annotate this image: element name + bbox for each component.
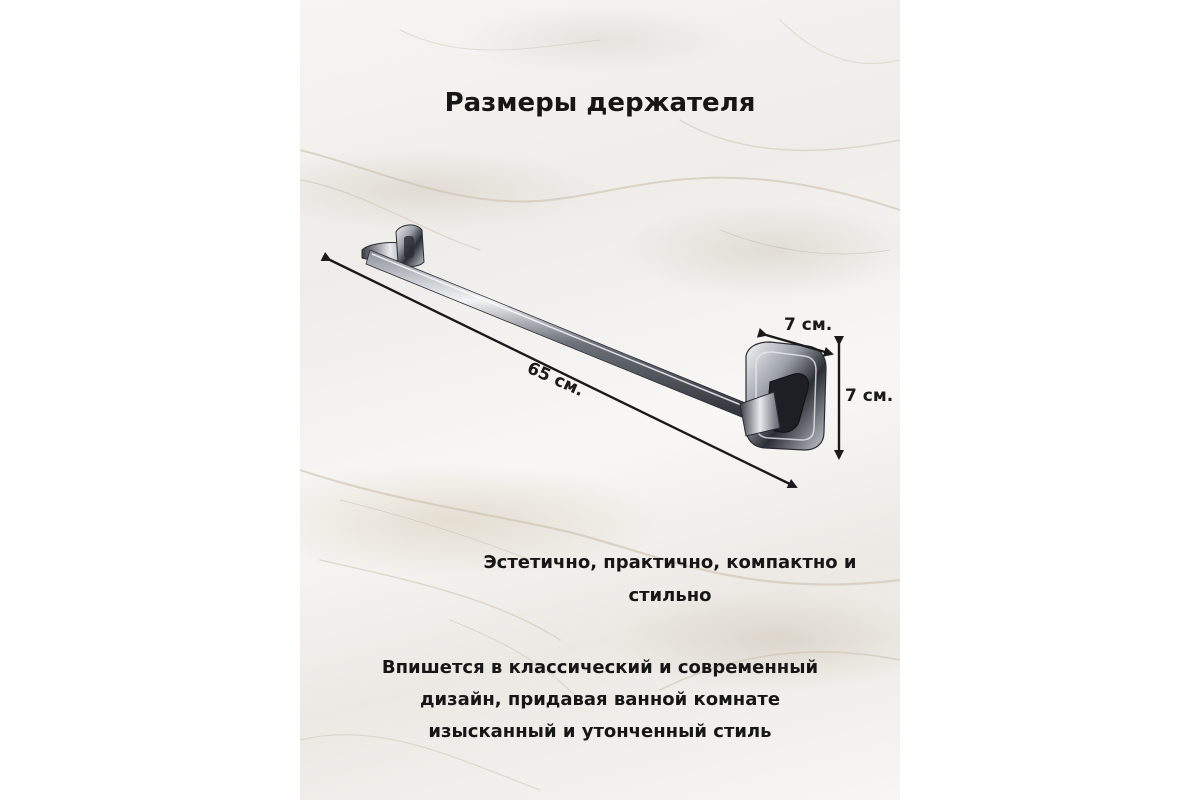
right-wall-mount — [740, 342, 826, 450]
page-title: Размеры держателя — [444, 88, 756, 118]
tagline-line-2: стильно — [628, 585, 712, 606]
product-card — [300, 0, 900, 800]
height-label: 7 см. — [845, 386, 894, 406]
description-line-3: изысканный и утонченный стиль — [428, 721, 772, 742]
description-text — [330, 652, 870, 748]
towel-bar-rod — [366, 250, 748, 418]
description-line-2: дизайн, придавая ванной комнате — [419, 689, 781, 710]
length-label: 65 см. — [523, 358, 587, 401]
tagline-text — [440, 546, 900, 612]
description-line-1: Впишется в классический и современный — [381, 657, 819, 678]
depth-label: 7 см. — [784, 315, 833, 335]
tagline-line-1: Эстетично, практично, компактно и — [483, 552, 857, 573]
